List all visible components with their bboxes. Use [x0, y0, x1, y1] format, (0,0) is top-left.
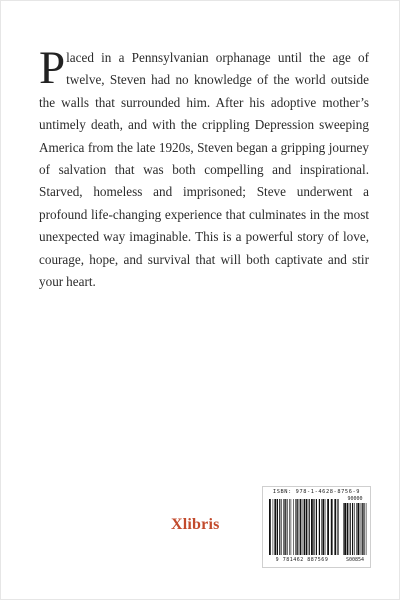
barcode-stripe — [331, 499, 333, 555]
barcode-stripe — [277, 499, 278, 555]
barcode-stripe — [295, 499, 296, 555]
barcode-stripe — [283, 499, 284, 555]
barcode-stripe — [300, 499, 302, 555]
barcode-stripe — [273, 499, 274, 555]
barcode-stripe — [293, 499, 294, 555]
barcode-stripe — [285, 499, 286, 555]
barcode-stripe — [291, 499, 292, 555]
barcode-stripe — [334, 499, 336, 555]
barcode-stripe — [327, 499, 329, 555]
blurb-text: laced in a Pennsylvanian orphanage until the age of twelve, Steven had no knowledge of the world outside the walls that surrounded him. After his adoptive mother’s untimely death, and with the crippling Depression sweeping America from the late 1920s, Steven began a gripping journey of salvation that was both compelling and inspirational. Starved, homeless and imprisoned; Steve underwent a profound life-changing experience that culminates in the most unexpected way imaginable. This is a powerful story of love, courage, hope, and survival that will both captivate and stir your heart. — [39, 50, 369, 290]
barcode-stripe — [354, 503, 355, 555]
barcode-stripe — [313, 499, 314, 555]
barcode-digits-main: 9 781462 887569 — [275, 557, 329, 563]
barcode-stripe — [309, 499, 310, 555]
barcode-stripe — [289, 499, 290, 555]
barcode-stripe — [303, 499, 304, 555]
barcode-stripe — [344, 503, 346, 555]
publisher-logo: Xlibris — [171, 516, 220, 533]
isbn-barcode — [262, 486, 371, 568]
barcode-stripe — [366, 503, 367, 555]
barcode-stripe — [356, 503, 357, 555]
barcode-bars-main — [269, 499, 339, 555]
price-addon-label: 90000 — [347, 496, 363, 502]
barcode-stripe — [357, 503, 359, 555]
barcode-stripe — [362, 503, 363, 555]
barcode-stripe — [279, 499, 280, 555]
barcode-stripe — [343, 503, 344, 555]
drop-cap-letter: P — [39, 42, 66, 94]
barcode-stripe — [311, 499, 313, 555]
barcode-stripe — [297, 499, 298, 555]
barcode-stripe — [360, 503, 361, 555]
barcode-stripe — [304, 499, 305, 555]
barcode-stripe — [322, 499, 324, 555]
barcode-stripe — [325, 499, 326, 555]
barcode-stripe — [269, 499, 271, 555]
barcode-stripe — [316, 499, 317, 555]
barcode-stripe — [352, 503, 353, 555]
barcode-stripe — [350, 503, 351, 555]
barcode-stripe — [281, 499, 282, 555]
barcode-stripe — [363, 503, 364, 555]
barcode-stripe — [274, 499, 276, 555]
barcode-stripe — [306, 499, 308, 555]
barcode-stripe — [337, 499, 338, 555]
barcode-digits-addon: S00854 — [345, 557, 365, 563]
barcode-stripe — [319, 499, 320, 555]
barcode-bars-addon — [343, 503, 367, 555]
barcode-stripe — [287, 499, 288, 555]
cover-blurb — [39, 42, 369, 293]
isbn-label: ISBN: 978-1-4628-8756-9 — [272, 489, 361, 495]
barcode-stripe — [321, 499, 322, 555]
barcode-stripe — [347, 503, 349, 555]
